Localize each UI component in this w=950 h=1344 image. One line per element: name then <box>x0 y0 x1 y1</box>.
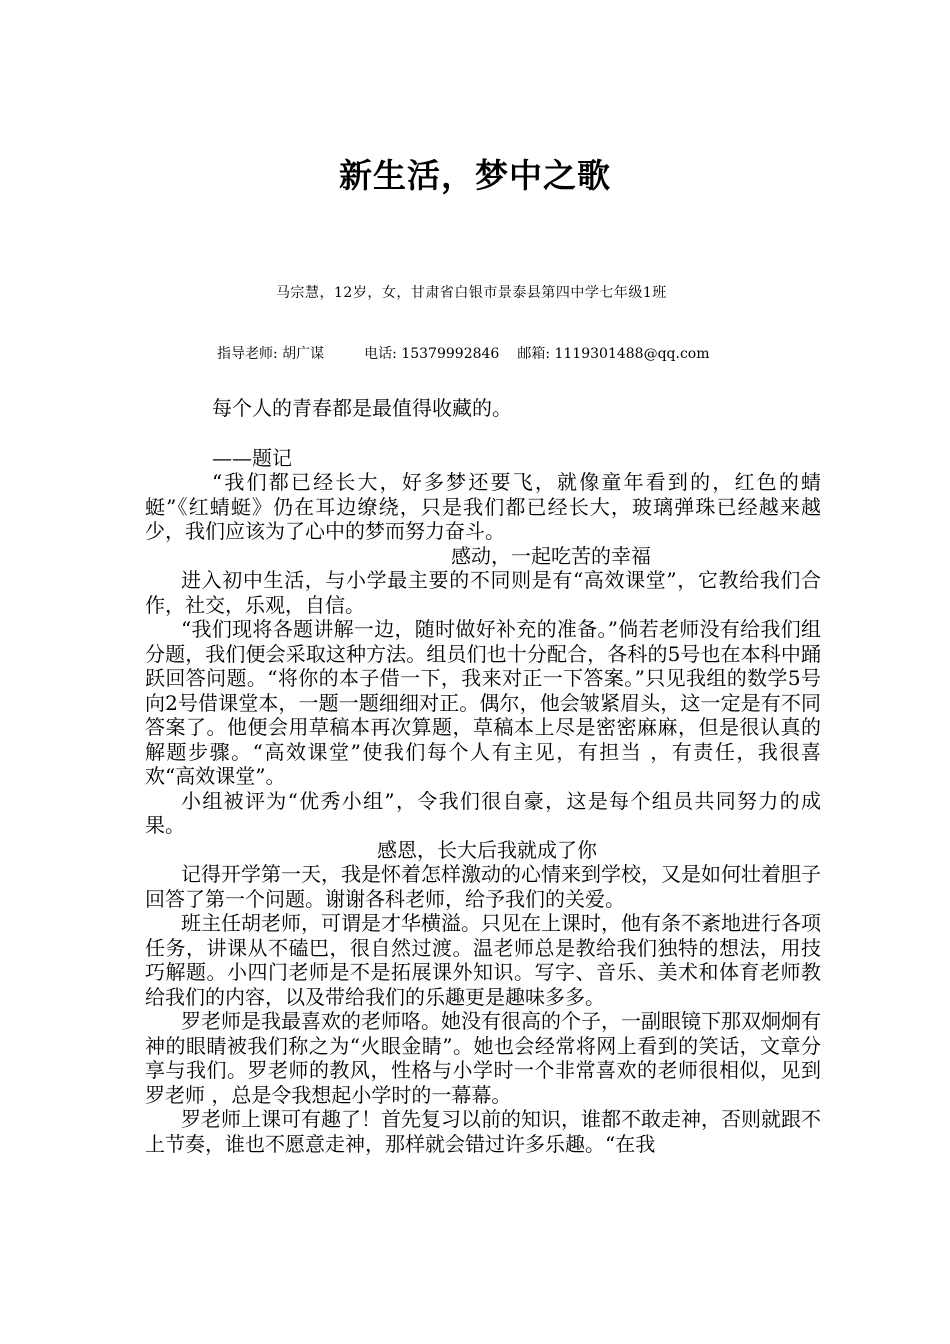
section-heading: 感恩，长大后我就成了你 <box>377 837 597 862</box>
paragraph: 记得开学第一天，我是怀着怎样激动的心情来到学校，又是如何壮着胆子回答了第一个问题。谢谢各科老师，给予我们的关爱。 <box>145 862 821 911</box>
paragraph: 罗老师是我最喜欢的老师咯。她没有很高的个子，一副眼镜下那双炯炯有神的眼睛被我们称之为“火眼金睛”。她也会经常将网上看到的笑话，文章分享与我们。罗老师的教风，性格与小学时一个非常喜欢的老师很相似，见到罗老师 ，总是令我想起小学时的一幕幕。 <box>145 1009 821 1107</box>
phone-number: 电话: 15379992846 <box>364 346 500 362</box>
paragraph: 进入初中生活，与小学最主要的不同则是有“高效课堂”，它教给我们合作，社交，乐观，自信。 <box>145 568 821 617</box>
article-body <box>145 396 821 1156</box>
motto-signature: ——题记 <box>212 445 292 470</box>
section-heading: 感动，一起吃苦的幸福 <box>451 543 651 568</box>
paragraph: 小组被评为“优秀小组”，令我们很自豪，这是每个组员共同努力的成果。 <box>145 788 821 837</box>
paragraph: “我们现将各题讲解一边，随时做好补充的准备。”倘若老师没有给我们组分题，我们便会采取这种方法。组员们也十分配合，各科的5号也在本科中踊跃回答问题。“将你的本子借一下，我来对正一下答案。”只见我组的数学5号向2号借课堂本，一题一题细细对正。偶尔，他会皱紧眉头，这一定是有不同答案了。他便会用草稿本再次算题，草稿本上尽是密密麻麻，但是很认真的解题步骤。“高效课堂”使我们每个人有主见，有担当 ，有责任，我很喜欢“高效课堂”。 <box>145 617 821 788</box>
paragraph: 罗老师上课可有趣了！首先复习以前的知识，谁都不敢走神，否则就跟不上节奏，谁也不愿意走神，那样就会错过许多乐趣。“在我 <box>145 1107 821 1156</box>
email-address: 邮箱: 1119301488@qq.com <box>517 346 710 362</box>
paragraph: 班主任胡老师，可谓是才华横溢。只见在上课时，他有条不紊地进行各项任务，讲课从不磕巴，很自然过渡。温老师总是教给我们独特的想法，用技巧解题。小四门老师是不是拓展课外知识。写字、音乐、美术和体育老师教给我们的内容，以及带给我们的乐趣更是趣味多多。 <box>145 911 821 1009</box>
teacher-contact-line <box>217 343 710 365</box>
intro-paragraph: “我们都已经长大，好多梦还要飞，就像童年看到的，红色的蜻蜓”《红蜻蜓》仍在耳边缭绕，只是我们都已经长大，玻璃弹珠已经越来越少，我们应该为了心中的梦而努力奋斗。 <box>145 470 821 543</box>
author-info: 马宗慧，12岁，女，甘肃省白银市景泰县第四中学七年级1班 <box>276 285 667 301</box>
advisor-name: 指导老师: 胡广谋 <box>217 346 325 362</box>
article-title: 新生活，梦中之歌 <box>339 156 611 195</box>
motto: 每个人的青春都是最值得收藏的。 <box>212 396 512 420</box>
